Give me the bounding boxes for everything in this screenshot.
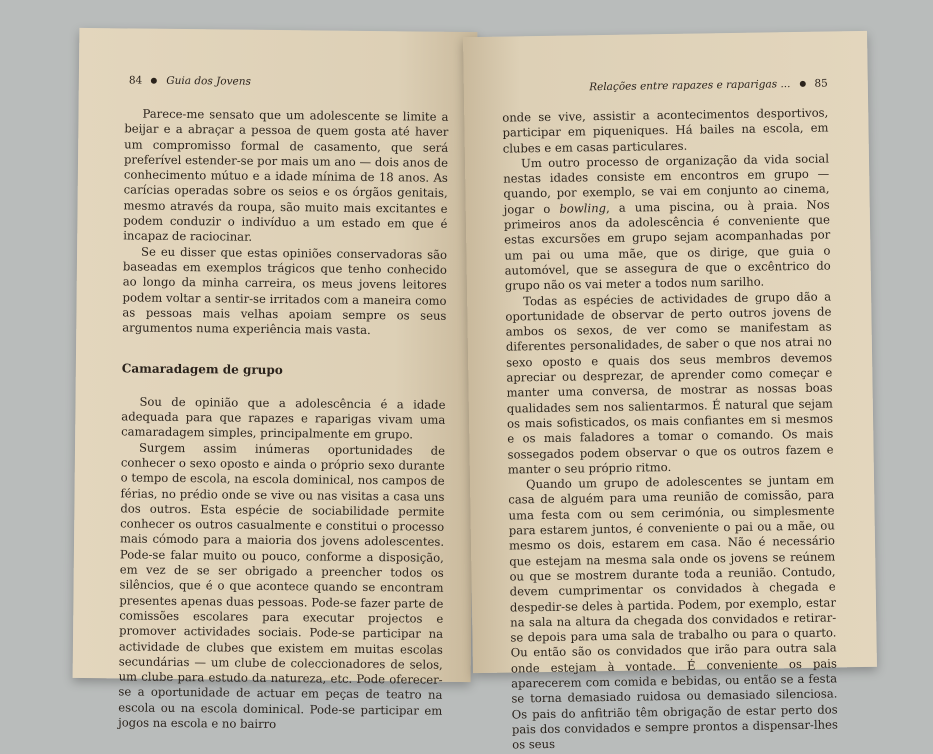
paragraph-text: , a uma piscina, ou à praia. Nos primeiros anos da adolescência é conveniente que estas excursões em grupo sejam acompanhadas por um pai ou uma mãe, que os dirige, que guia o automóvel, que se assegura de que o excêntrico do grupo não os vai meter a todos num sarilho. (503, 197, 831, 293)
paragraph: Surgem assim inúmeras oportunidades de conhecer o sexo oposto e ainda o próprio sexo durante o tempo de escola, na escola dominical, nos campos de férias, no prédio onde se vive ou nas visitas a casa uns dos outros. Esta espécie de sociabilidade permite conhecer os outros casualmente e constitui o processo mais cómodo para a maioria dos jovens adolescentes. Pode-se falar muito ou pouco, conforme a disposição, em vez de se ser obrigado a preencher todos os silêncios, que é o que acontece quando se encontram presentes apenas duas pessoas. Pode-se fazer parte de comissões escolares para executar projectos e promover actividades sociais. Pode-se participar na actividade de clubes que existem em muitas escolas secundárias — um clube de coleccionadores de selos, um clube para estudo da natureza, etc. Pode oferecer-se a oportunidade de actuar em peças de teatro na escola ou na escola dominical. Pode-se participar em jogos na escola e no bairro (118, 440, 446, 732)
bullet-icon (799, 81, 805, 87)
bullet-icon (151, 78, 157, 84)
right-running-title: Relações entre rapazes e raparigas ... (589, 78, 791, 94)
paragraph: Todas as espécies de actividades de grupo dão a oportunidade de observar de perto outros jovens de ambos os sexos, de ver como se manifestam as diferentes personalidades, de saber o que nos atrai no sexo oposto e quais dos seus membros devemos apreciar ou desprezar, de aprender como começar e manter uma conversa, de mostrar as nossas boas qualidades sem nos salientarmos. É natural que sejam os mais sofisticados, os mais confiantes em si mesmos e os mais faladores a tomar o comando. Os mais sossegados podem observar o que os outros fazem e manter o seu próprio ritmo. (505, 289, 834, 477)
right-page (463, 31, 877, 752)
right-page-number: 85 (814, 77, 828, 90)
emphasis-text: bowling (559, 200, 607, 216)
left-page-number: 84 (128, 74, 143, 87)
paragraph: Se eu disser que estas opiniões conservadoras são baseadas em exemplos trágicos que tenho conhecido ao longo da minha carreira, os meus jovens leitores podem voltar a sentir-se irritados com a maneira como as pessoas mais velhas apoiam sempre os seus argumentos numa experiência mais vasta. (122, 244, 448, 338)
section-heading: Camaradagem de grupo (121, 361, 283, 378)
left-running-title: Guia dos Jovens (166, 74, 252, 88)
paragraph (503, 151, 831, 294)
right-running-head (589, 77, 828, 93)
paragraph: onde se vive, assistir a acontecimentos desportivos, participar em piqueniques. Há bailes na escola, em clubes e em casas particulares. (502, 105, 829, 156)
left-page (73, 28, 478, 732)
paragraph: Parece-me sensato que um adolescente se limite a beijar e a abraçar a pessoa de quem gosta até haver um compromisso formal de casamento, que será preferível estender-se por mais um ano — dois anos de conhecimento mútuo e a idade mínima de 18 anos. As carícias operadas sobre os seios e os órgãos genitais, mesmo através da roupa, são muito mais excitantes e podem conduzir o indivíduo a um estado em que é incapaz de raciocinar. (123, 106, 449, 245)
paragraph-text: Um outro processo de organização da vida social nestas idades consiste em encontros em grupo — quando, por exemplo, se vai em conjunto ao cinema, jogar o (503, 151, 830, 217)
right-page-body (502, 105, 838, 753)
left-running-head (129, 74, 251, 87)
left-page-body (118, 106, 449, 734)
paragraph: Quando um grupo de adolescentes se juntam em casa de alguém para uma reunião de comissão, para uma festa com ou sem cerimónia, ou simplesmente para estarem juntos, é conveniente o pai ou a mãe, ou mesmo os dois, estarem em casa. Não é necessário que estejam na mesma sala onde os jovens se reúnem ou que se mostrem durante toda a reunião. Contudo, devem cumprimentar os convidados à chegada e despedir-se deles à partida. Podem, por exemplo, estar na sala na altura da chegada dos convidados e retirar-se depois para uma sala de trabalho ou para o quarto. Ou então são os convidados que irão para outra sala onde estejam à vontade. É conveniente os pais aparecerem com comida e bebidas, ou então se a festa se torna demasiado ruidosa ou demasiado silenciosa. Os pais do anfitrião têm obrigação de estar perto dos pais dos convidados e sempre prontos a dispensar-lhes os seus (508, 472, 838, 752)
paragraph: Sou de opinião que a adolescência é a idade adequada para que rapazes e raparigas vivam uma camaradagem simples, principalmente em grupo. (121, 394, 446, 442)
